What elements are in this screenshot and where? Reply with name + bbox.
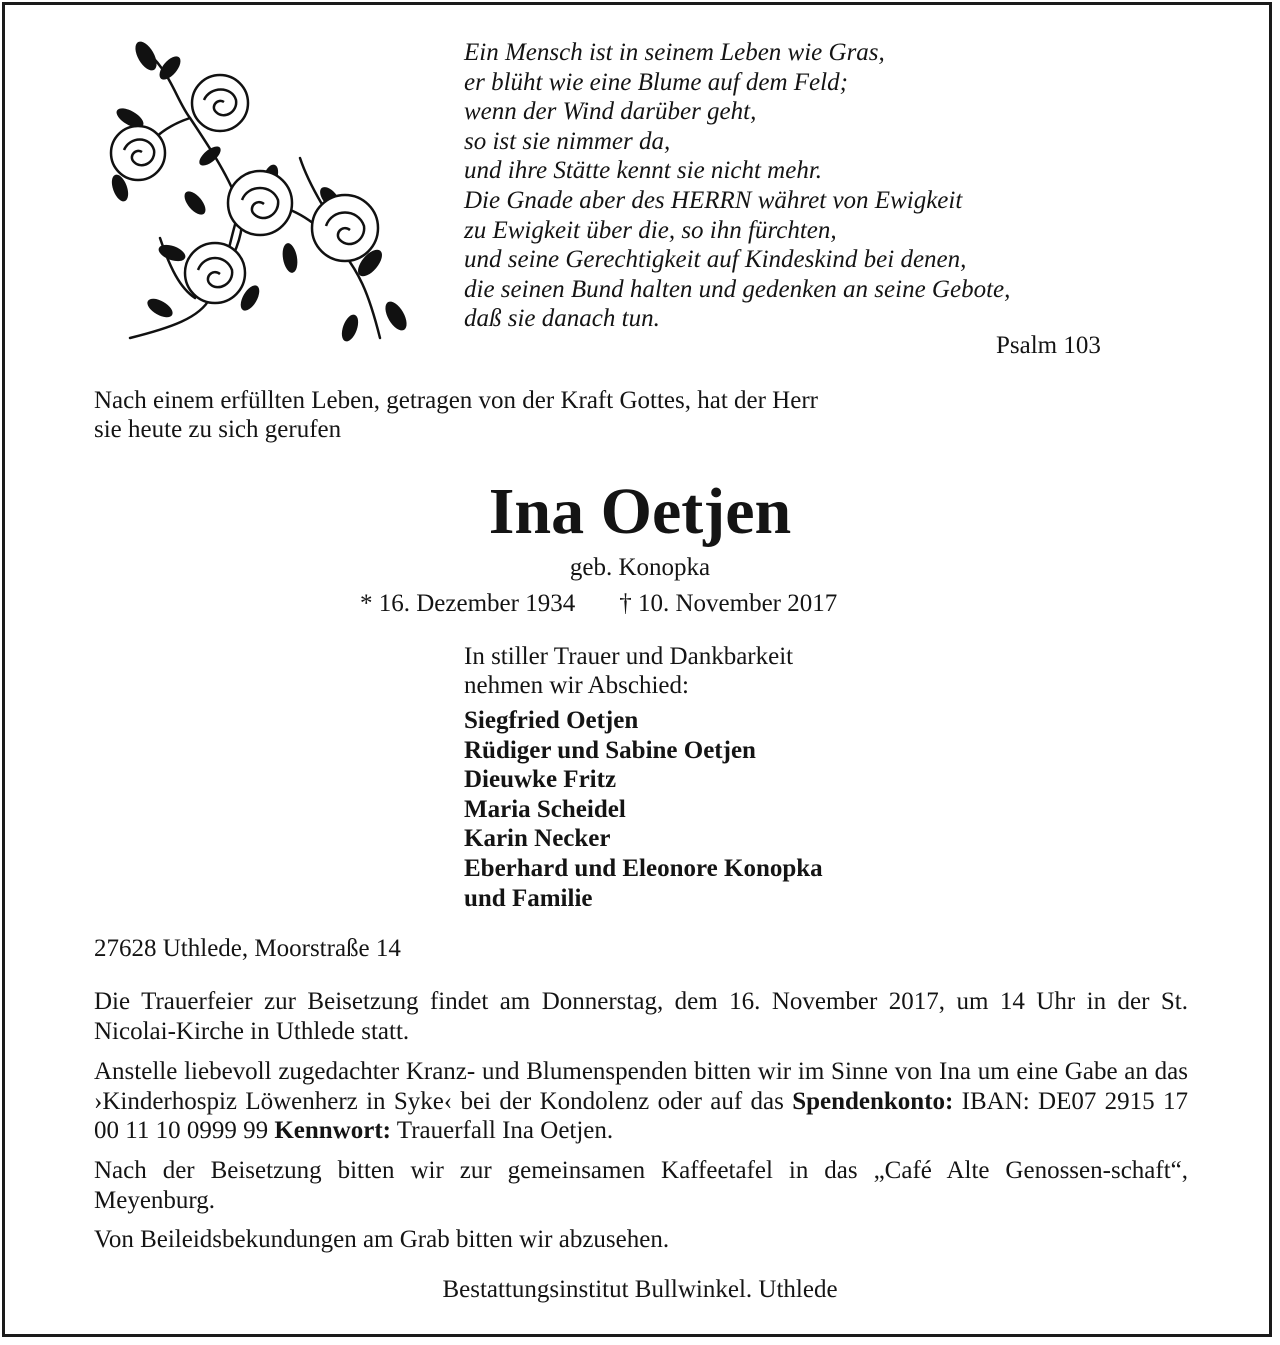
poem-line: er blüht wie eine Blume auf dem Feld;	[464, 68, 848, 96]
mourners-heading-line: In stiller Trauer und Dankbarkeit	[464, 643, 794, 670]
account-value: IBAN: DE07 2915 17 00 11 10 0999 99	[94, 1087, 1188, 1144]
poem-line: daß sie danach tun.	[464, 305, 660, 333]
donation-info	[94, 1057, 1188, 1146]
mourner-name: und Familie	[464, 884, 593, 912]
poem-line: Ein Mensch ist in seinem Leben wie Gras,	[464, 39, 885, 66]
mourner-address: 27628 Uthlede, Moorstraße 14	[94, 935, 401, 962]
poem-line: die seinen Bund halten und gedenken an seine Gebote,	[464, 275, 1011, 303]
poem-line: und ihre Stätte kennt sie nicht mehr.	[464, 157, 823, 185]
poem-line: wenn der Wind darüber geht,	[464, 98, 757, 126]
poem-line: zu Ewigkeit über die, so ihn fürchten,	[464, 216, 837, 244]
donation-text: Anstelle liebevoll zugedachter Kranz- und Blumenspenden bitten wir im Sinne von Ina um eine Gabe an das ›Kinderhospiz Löwenherz in Syke‹ bei der Kondolenz oder auf das	[94, 1058, 1188, 1115]
poem-line: so ist sie nimmer da,	[464, 127, 671, 155]
death-date: † 10. November 2017	[619, 590, 838, 617]
undertaker-name: Bestattungsinstitut Bullwinkel. Uthlede	[442, 1276, 838, 1303]
intro-text	[94, 386, 818, 444]
coffee-info: Nach der Beisetzung bitten wir zur gemeinsamen Kaffeetafel in das „Café Alte Genossen-schaft“, Meyenburg.	[94, 1157, 1188, 1214]
mourner-name: Karin Necker	[464, 825, 611, 853]
mourner-name: Rüdiger und Sabine Oetjen	[464, 736, 756, 764]
mourners-list	[464, 706, 823, 913]
intro-line: Nach einem erfüllten Leben, getragen von der Kraft Gottes, hat der Herr	[94, 387, 818, 414]
psalm-source: Psalm 103	[996, 332, 1101, 359]
birth-name: geb. Konopka	[569, 554, 711, 581]
poem-line: Die Gnade aber des HERRN währet von Ewigkeit	[464, 186, 963, 214]
mourners-heading	[464, 642, 793, 700]
intro-line: sie heute zu sich gerufen	[94, 416, 342, 443]
keyword-value: Trauerfall Ina Oetjen.	[396, 1117, 614, 1144]
keyword-label: Kennwort:	[274, 1117, 391, 1144]
funeral-info: Die Trauerfeier zur Beisetzung findet am Donnerstag, dem 16. November 2017, um 14 Uhr in der St. Nicolai-Kirche in Uthlede statt.	[94, 988, 1188, 1045]
mourner-name: Eberhard und Eleonore Konopka	[464, 854, 823, 882]
life-dates	[360, 590, 837, 618]
mourners-heading-line: nehmen wir Abschied:	[464, 672, 689, 699]
account-label: Spendenkonto:	[792, 1087, 954, 1115]
mourner-name: Siegfried Oetjen	[464, 707, 639, 734]
deceased-name: Ina Oetjen	[488, 475, 792, 548]
mourner-name: Dieuwke Fritz	[464, 766, 617, 794]
psalm-poem	[464, 38, 1010, 334]
condolence-info: Von Beileidsbekundungen am Grab bitten wir abzusehen.	[94, 1226, 670, 1253]
poem-line: und seine Gerechtigkeit auf Kindeskind bei denen,	[464, 246, 967, 274]
birth-date: * 16. Dezember 1934	[360, 590, 576, 617]
mourner-name: Maria Scheidel	[464, 795, 626, 823]
rose-ornament-image	[100, 38, 418, 350]
